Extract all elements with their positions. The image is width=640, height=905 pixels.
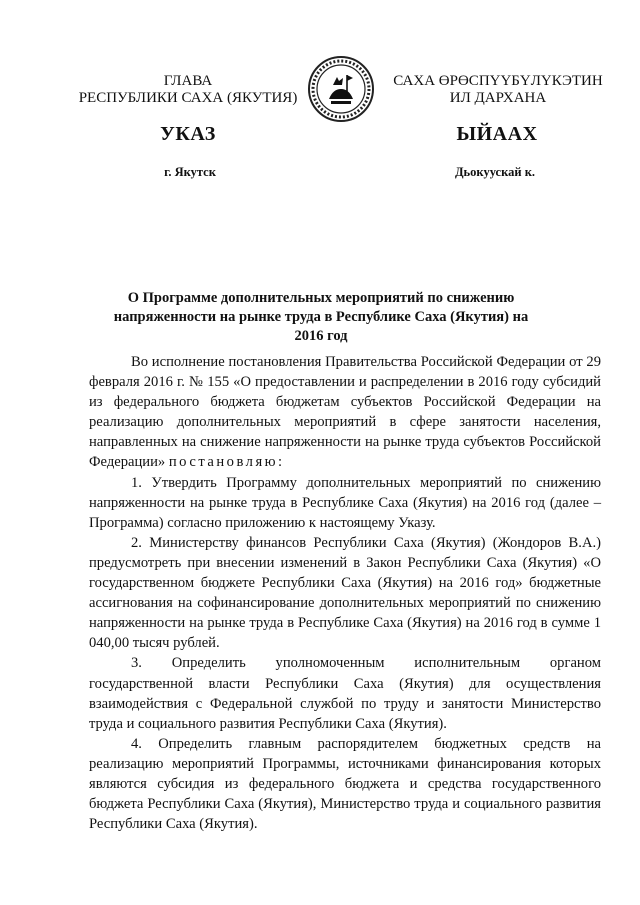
header-left-line1: ГЛАВА xyxy=(163,73,213,89)
preamble-text: Во исполнение постановления Правительства Российской Федерации от 29 февраля 2016 г. № 155 «О предоставлении и распределении в 2016 году субсидий из федерального бюджета бюджетам субъектов Российской Федерации на реализацию дополнительных мероприятий в сфере занятости населения, направленных на снижение напряженности на рынке труда субъектов Российской Федерации» xyxy=(89,354,601,471)
decree-title-sakha: ЫЙААХ xyxy=(456,123,538,145)
document-body xyxy=(89,352,601,834)
document-title-line1: О Программе дополнительных мероприятий по снижению xyxy=(127,290,515,306)
coat-of-arms-icon xyxy=(307,55,375,123)
document-title-line2: напряженности на рынке труда в Республике Саха (Якутия) на 2016 год xyxy=(113,309,529,344)
city-ru: г. Якутск xyxy=(164,165,216,179)
paragraph-2: 2. Министерству финансов Республики Саха (Якутия) (Жондоров В.А.) предусмотреть при внесении изменений в Закон Республики Саха (Якутия) «О государственном бюджете Республики Саха (Якутия) на 2016 год» бюджетные ассигнования на софинансирование дополнительных мероприятий по снижению напряженности на рынке труда в Республике Саха (Якутия) на 2016 год в сумме 1 040,00 тысяч рублей. xyxy=(89,534,601,652)
header-right-line2: ИЛ ДАРХАНА xyxy=(449,90,547,106)
city-sakha: Дьокуускай к. xyxy=(454,165,536,179)
header-right xyxy=(378,73,618,107)
paragraph-3: 3. Определить уполномоченным исполнительным органом государственной власти Республики Саха (Якутия) для осуществления взаимодействия с Федеральной службой по труду и занятости Министерство труда и социального развития Республики Саха (Якутия). xyxy=(89,655,601,732)
document-title xyxy=(100,289,542,346)
header-left-line2: РЕСПУБЛИКИ САХА (ЯКУТИЯ) xyxy=(78,90,298,106)
paragraph-1: 1. Утвердить Программу дополнительных мероприятий по снижению напряженности на рынке труда в Республике Саха (Якутия) на 2016 год (далее – Программа) согласно приложению к настоящему Указу. xyxy=(89,474,601,531)
paragraph-4: 4. Определить главным распорядителем бюджетных средств на реализацию мероприятий Программы, источниками финансирования которых являются субсидия из федерального бюджета и средства государственного бюджета Республики Саха (Якутия), Министерство труда и социального развития Республики Саха (Якутия). xyxy=(89,735,601,833)
header-left xyxy=(68,73,308,107)
header-right-line1: САХА ӨРӨСПҮҮБҮЛҮКЭТИН xyxy=(393,73,603,89)
preamble-decree-word: постановляю: xyxy=(168,454,285,471)
decree-title-ru: УКАЗ xyxy=(160,123,216,145)
paragraph-preamble xyxy=(89,352,601,473)
